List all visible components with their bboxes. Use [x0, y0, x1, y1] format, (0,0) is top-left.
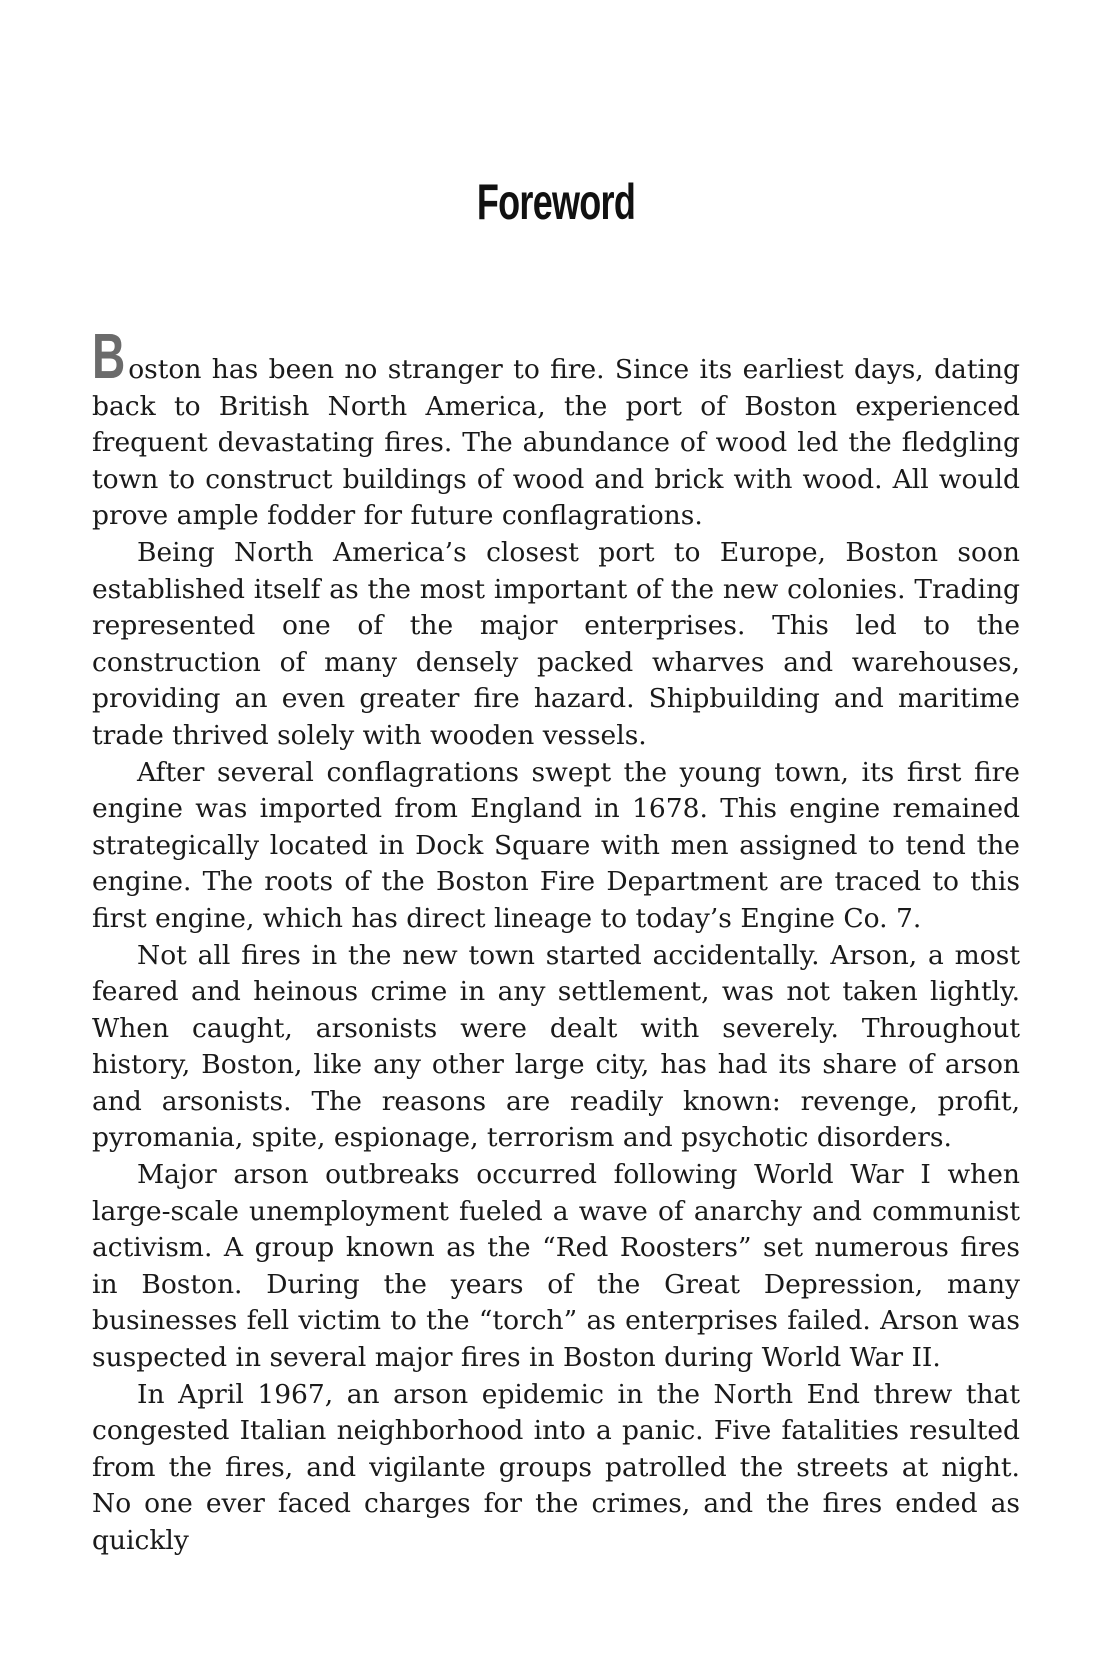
paragraph-1 [92, 320, 1020, 535]
drop-cap: B [92, 320, 126, 392]
paragraph-6: In April 1967, an arson epidemic in the North End threw that congested Italian neighborhood into a panic. Five fatalities resulted from the fires, and vigilante groups patrolled the streets at night. No one ever faced charges for the crimes, and the fires ended as quickly [92, 1378, 1020, 1556]
paragraph-4: Not all fires in the new town started accidentally. Arson, a most feared and heinous crime in any settlement, was not taken lightly. When caught, arsonists were dealt with severely. Throughout history, Boston, like any other large city, has had its share of arson and arsonists. The reasons are readily known: revenge, profit, pyromania, spite, espionage, terrorism and psychotic disorders. [92, 939, 1020, 1154]
paragraph-2: Being North America’s closest port to Europe, Boston soon established itself as the most important of the new colonies. Trading represented one of the major enterprises. This led to the construction of many densely packed wharves and warehouses, providing an even greater fire hazard. Shipbuilding and maritime trade thrived solely with wooden vessels. [92, 536, 1020, 751]
page-title: Foreword [476, 174, 636, 230]
foreword-body [92, 320, 1020, 1560]
paragraph-5: Major arson outbreaks occurred following World War I when large-scale unemployment fueled a wave of anarchy and communist activism. A group known as the “Red Roosters” set numerous fires in Boston. During the years of the Great Depression, many businesses fell victim to the “torch” as enterprises failed. Arson was suspected in several major fires in Boston during World War II. [92, 1159, 1020, 1374]
paragraph-3: After several conflagrations swept the young town, its first fire engine was imported from England in 1678. This engine remained strategically located in Dock Square with men assigned to tend the engine. The roots of the Boston Fire Department are traced to this first engine, which has direct lineage to today’s Engine Co. 7. [92, 756, 1020, 934]
paragraph-1-text: oston has been no stranger to fire. Since its earliest days, dating back to British North America, the port of Boston experienced frequent devastating fires. The abundance of wood led the fledgling town to construct buildings of wood and brick with wood. All would prove ample fodder for future conflagrations. [92, 354, 1020, 532]
